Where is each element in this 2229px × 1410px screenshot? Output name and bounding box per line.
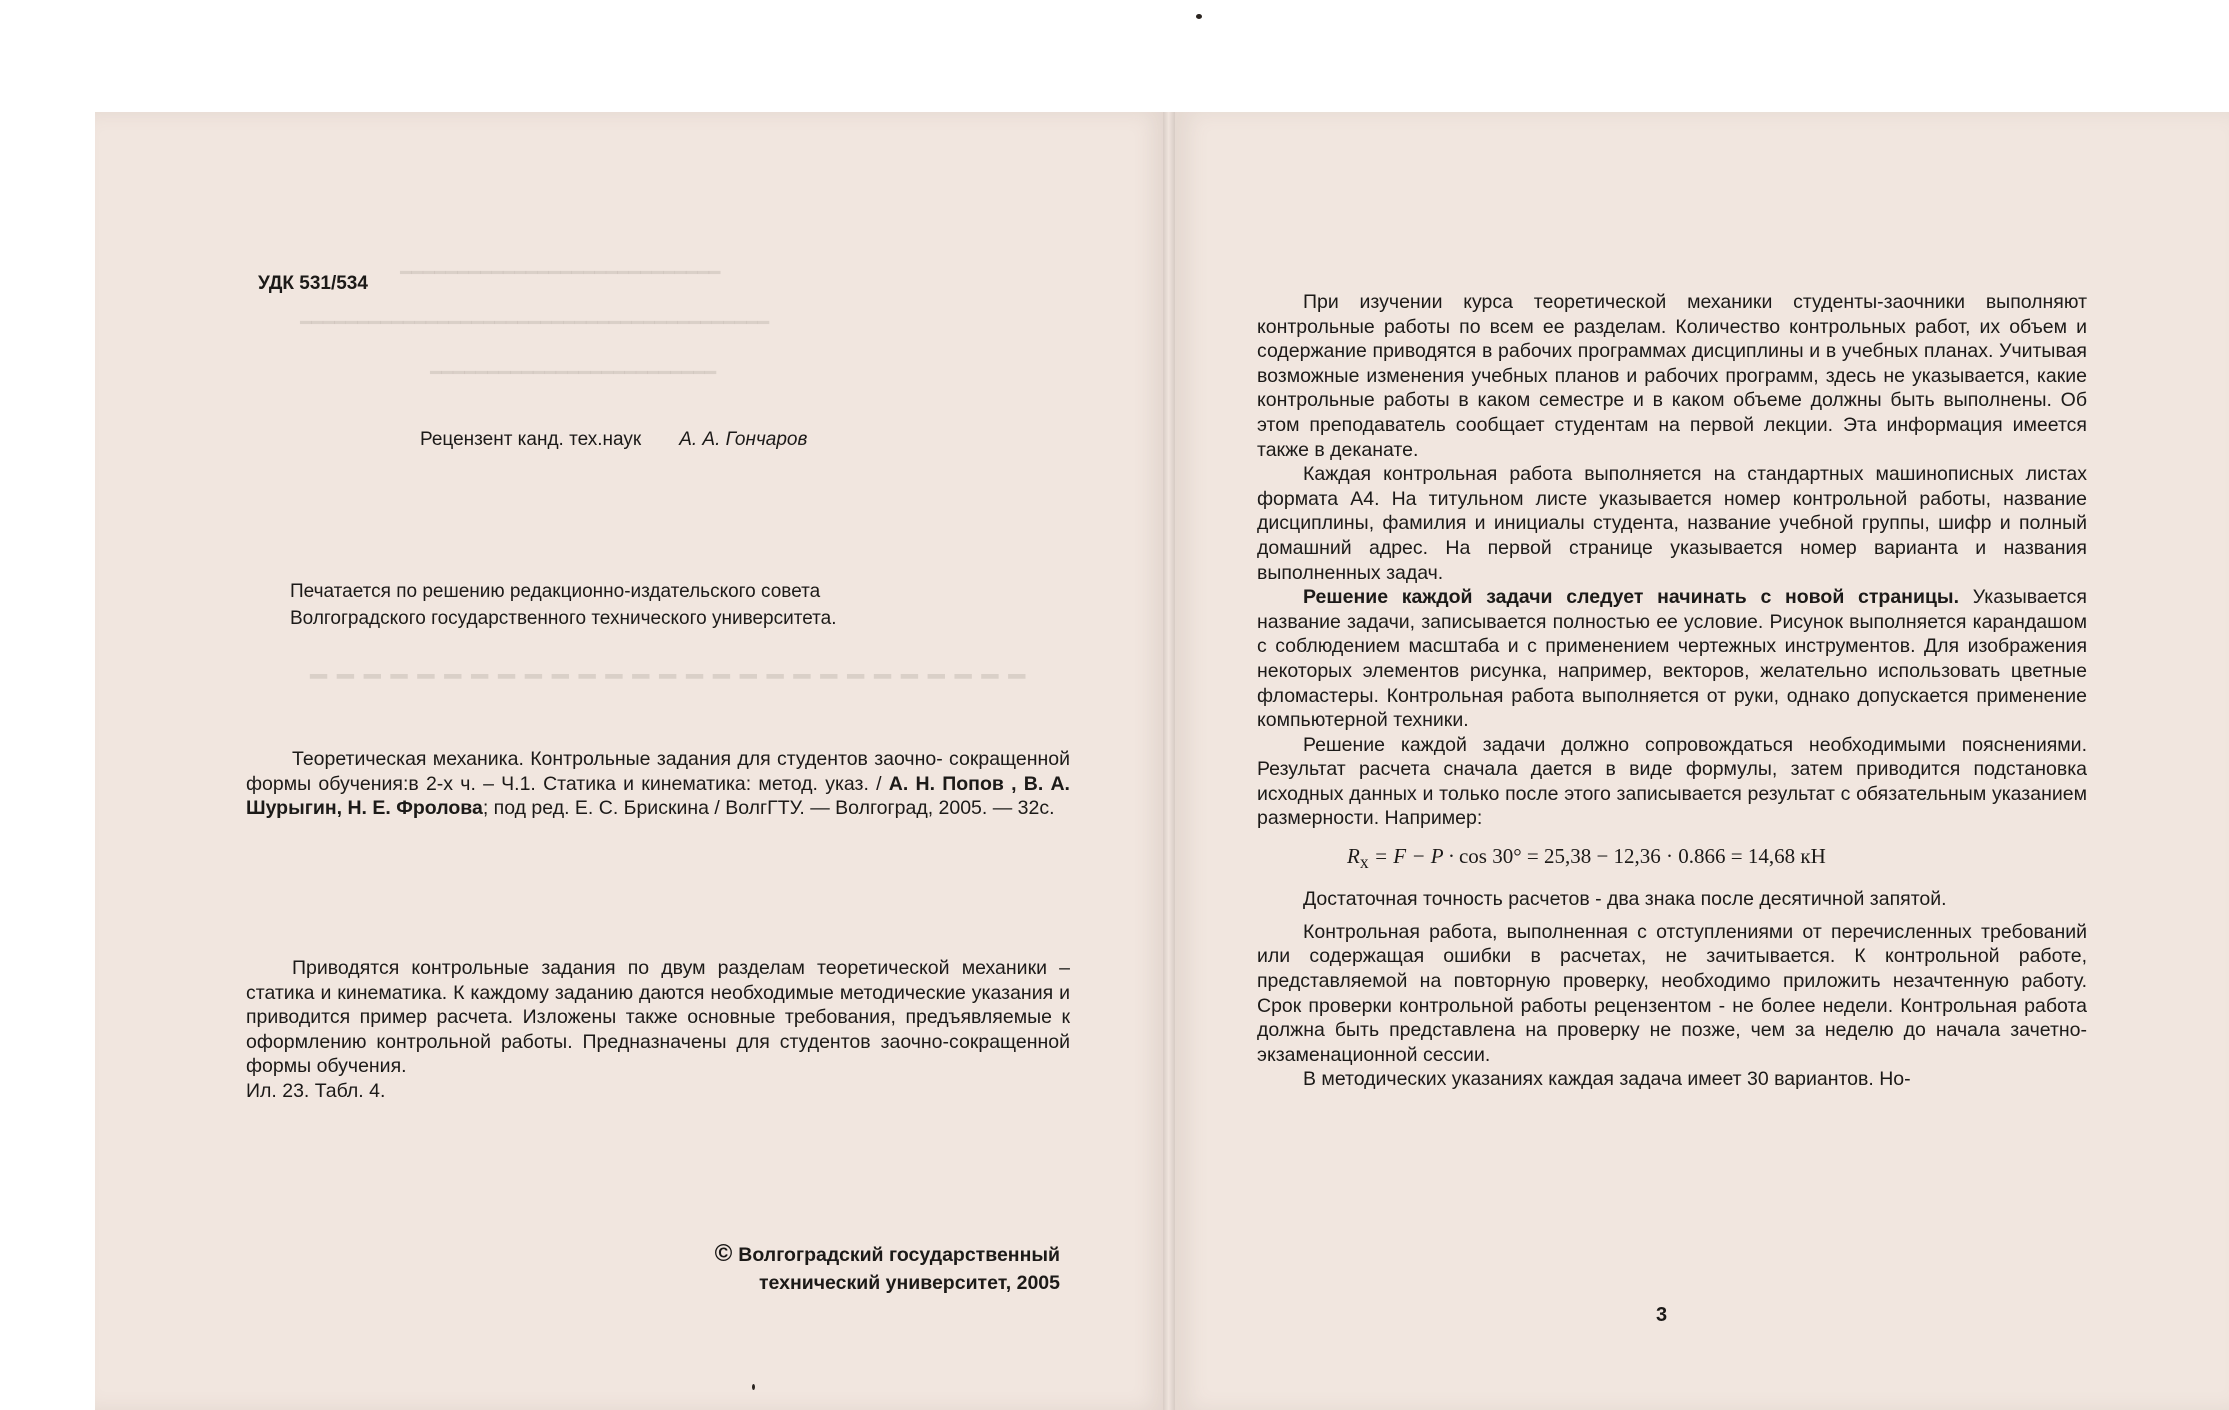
reviewer-line [420,428,807,453]
scan-speck [1196,14,1202,19]
bibliographic-citation [246,747,1070,821]
copyright-line: Волгоградский государственный [738,1244,1060,1266]
formula-subscript: x [1359,852,1369,873]
print-note-line: Волгоградского государственного технического университета. [290,608,837,629]
copyright-icon: © [714,1240,733,1267]
formula-numbers: = 25,38 − 12,36 · 0.866 = 14,68 кН [1521,844,1826,869]
show-through-text: ━━━━━━━━━━━━━━━━━━━━━━━━━━━━ [400,263,721,284]
paragraph: В методических указаниях каждая задача имеет 30 вариантов. Но- [1303,1068,1911,1091]
citation-text: Теоретическая механика. Контрольные задания для студентов заочно- сокращенной формы обучения:в 2-х ч. – Ч.1. Статика и кинематика: метод. указ. / [246,748,1070,795]
show-through-text: ━━━━━━━━━━━━━━━━━━━━━━━━━━━ [300,661,1026,692]
citation-text: ; под ред. Е. С. Брискина / ВолгГТУ. — Волгоград, 2005. — 32с. [482,797,1055,819]
udk-code: УДК 531/534 [258,273,368,294]
paragraph: Решение каждой задачи должно сопровождаться необходимыми пояснениями. Результат расчета сначала дается в виде формулы, затем приводится подстановка исходных данных и только после этого записывается результат с обязательным указанием размерности. Например: [1257,733,2087,830]
abstract-text: Приводятся контрольные задания по двум разделам теоретической механики – статика и кинематика. К каждому заданию даются необходимые методические указания и приводится пример расчета. Изложены также основные требования, предъявляемые к оформлению контрольной работы. Предназначены для студентов заочно-сокращенной формы обучения. [246,957,1070,1078]
page-number: 3 [1656,1304,1668,1326]
formula-vars: = F − P · [1373,844,1459,869]
reviewer-label: Рецензент канд. тех.наук [420,429,642,450]
copyright [660,1240,1060,1297]
example-formula [1347,841,2087,877]
formula-lhs: R [1347,844,1360,869]
print-note [290,578,1010,632]
illustrations-count: Ил. 23. Табл. 4. [246,1079,386,1102]
paragraph: Каждая контрольная работа выполняется на стандартных машинописных листах формата А4. На титульном листе указывается номер контрольной работы, название дисциплины, фамилия и инициалы студента, название учебной группы, шифр и полный домашний адрес. На первой странице указывается номер варианта и названия выполненных задач. [1257,463,2087,584]
citation-authors: А. Н. Попов , В. А. Шурыгин, Н. Е. Фролова [246,772,1070,819]
abstract [246,956,1070,1104]
paragraph [1257,585,2087,733]
show-through-text: ━━━━━━━━━━━━━━━━━━━━━━━━━━━━━━━━━━━━━━━━━ [300,313,769,334]
formula-cos: cos 30° [1458,844,1522,869]
bold-lead: Решение каждой задачи следует начинать с новой страницы. [1303,586,1960,609]
paragraph: Контрольная работа, выполненная с отступлениями от перечисленных требований или содержащая ошибки в расчетах, не зачитывается. К контрольной работе, представляемой на повторную проверку, необходимо приложить незачтенную работу. Срок проверки контрольной работы рецензентом - не более недели. Контрольная работа должна быть представлена на проверку не позже, чем за неделю до начала зачетно-экзаменационной сессии. [1257,920,2087,1066]
paragraph: При изучении курса теоретической механики студенты-заочники выполняют контрольные работы по всем ее разделам. Количество контрольных работ, их объем и содержание приводятся в рабочих программах дисциплины и в учебных планах. Учитывая возможные изменения учебных планов и рабочих программ, здесь не указывается, какие контрольные работы в каком семестре и в каком объеме должны быть выполнены. Об этом преподаватель сообщает студентам на первой лекции. Эта информация имеется также в деканате. [1257,291,2087,461]
copyright-line: технический университет, 2005 [758,1272,1060,1294]
paragraph-text: Указывается название задачи, записывается полностью ее условие. Рисунок выполняется карандашом с соблюдением масштаба и с применением чертежных инструментов. Для изображения некоторых элементов рисунка, например, векторов, желательно использовать цветные фломастеры. Контрольная работа выполняется от руки, однако допускается применение компьютерной техники. [1257,586,2087,732]
show-through-text: ━━━━━━━━━━━━━━━━━━━━━━━━━ [430,363,716,384]
scan-speck [752,1384,755,1390]
print-note-line: Печатается по решению редакционно-издательского совета [290,581,821,602]
main-text [1257,290,2087,1092]
paragraph: Достаточная точность расчетов - два знака после десятичной запятой. [1303,888,1947,911]
reviewer-name: А. А. Гончаров [679,429,808,450]
